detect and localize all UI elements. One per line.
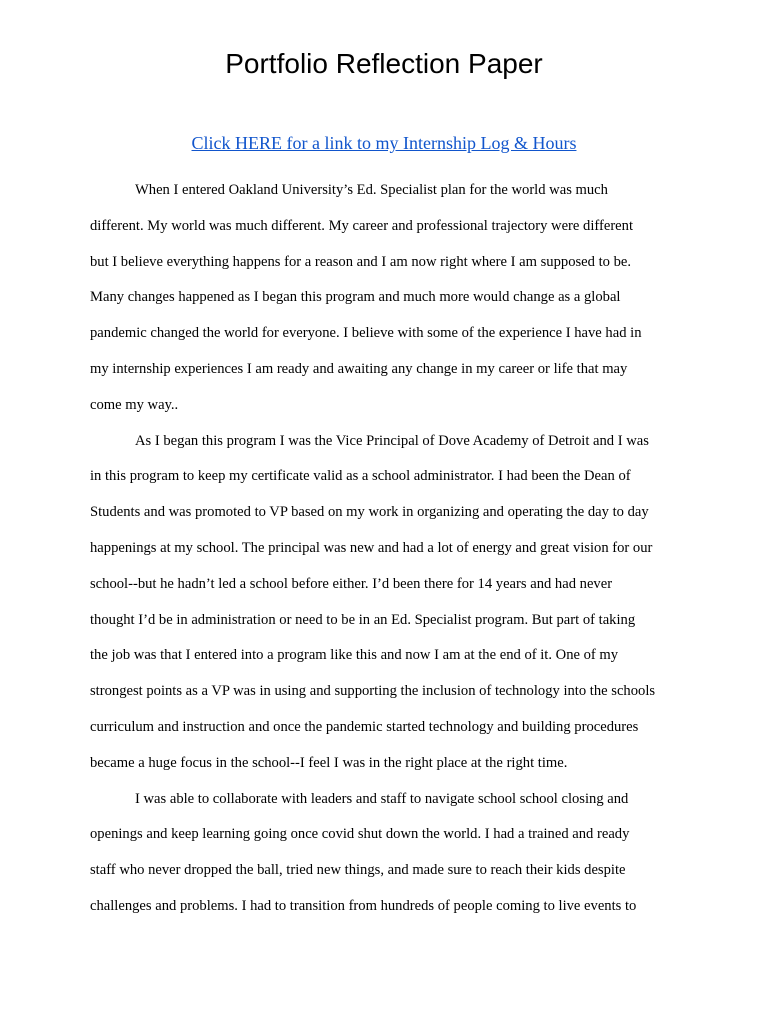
body-text-line: As I began this program I was the Vice Principal of Dove Academy of Detroit and I was [135, 432, 649, 449]
body-text-line: became a huge focus in the school--I feel I was in the right place at the right time. [90, 754, 568, 771]
body-text-line: strongest points as a VP was in using and supporting the inclusion of technology into the schools [90, 683, 656, 700]
body-text-line: but I believe everything happens for a reason and I am now right where I am supposed to be. [90, 253, 632, 270]
body-text-line: Students and was promoted to VP based on my work in organizing and operating the day to day [90, 504, 649, 521]
body-text-line: the job was that I entered into a program like this and now I am at the end of it. One of my [90, 647, 619, 664]
body-text-line: pandemic changed the world for everyone. I believe with some of the experience I have had in [90, 325, 642, 342]
body-text-line: When I entered Oakland University’s Ed. Specialist plan for the world was much [135, 182, 608, 198]
document-body [90, 173, 680, 925]
body-text-line: school--but he hadn’t led a school before either. I’d been there for 14 years and had never [90, 575, 613, 592]
body-text-line: staff who never dropped the ball, tried new things, and made sure to reach their kids despite [90, 862, 626, 879]
body-text-line: my internship experiences I am ready and awaiting any change in my career or life that may [90, 360, 628, 377]
page-title: Portfolio Reflection Paper [225, 48, 543, 79]
body-text-line: Many changes happened as I began this program and much more would change as a global [90, 289, 621, 306]
body-text-line: curriculum and instruction and once the pandemic started technology and building procedures [90, 718, 639, 735]
body-text-line: in this program to keep my certificate valid as a school administrator. I had been the Dean of [90, 468, 631, 485]
body-text-line: I was able to collaborate with leaders and staff to navigate school school closing and [135, 790, 629, 807]
internship-log-link[interactable]: Click HERE for a link to my Internship Log & Hours [191, 133, 577, 153]
body-text-line: thought I’d be in administration or need to be in an Ed. Specialist program. But part of taking [90, 611, 636, 628]
body-text-line: challenges and problems. I had to transition from hundreds of people coming to live events to [90, 897, 637, 914]
body-text-line: openings and keep learning going once covid shut down the world. I had a trained and ready [90, 826, 630, 843]
body-text-line: different. My world was much different. My career and professional trajectory were different [90, 217, 634, 234]
body-text-line: happenings at my school. The principal was new and had a lot of energy and great vision for our [90, 539, 653, 556]
body-text-line: come my way.. [90, 396, 179, 413]
